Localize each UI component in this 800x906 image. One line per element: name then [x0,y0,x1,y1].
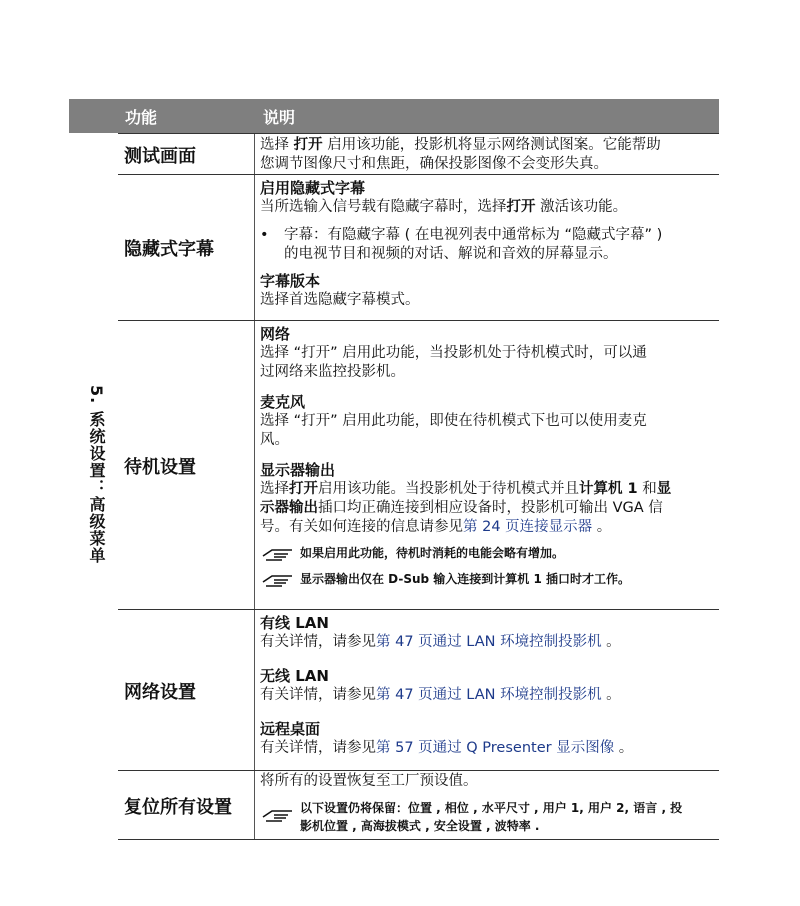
subheading: 无线 LAN [260,667,329,685]
table-bottom-border [118,839,719,840]
link-connect-monitor[interactable]: 第 24 页连接显示器 [463,519,593,535]
description-cell: 有线 LAN 有关详情，请参见第 47 页通过 LAN 环境控制投影机 。 无线 LAN 有关详情，请参见第 47 页通过 LAN 环境控制投影机 。 远程桌面 有关详情，请参见第 57 页通过 Q Presenter 显示图像 。 [254,610,719,771]
subheading: 显示器输出 [260,461,336,479]
subheading: 远程桌面 [260,720,321,738]
chapter-side-label: 5. 系统设置：高级菜单 [87,385,106,564]
header-feature: 功能 [125,107,158,127]
desc-line: 您调节图像尺寸和焦距，确保投影图像不会变形失真。 [260,156,608,172]
link-lan-control[interactable]: 第 47 页通过 LAN 环境控制投影机 [376,687,602,703]
table-row [118,320,719,610]
feature-closed-caption: 隐藏式字幕 [124,239,214,260]
header-description: 说明 [263,107,296,127]
pointing-hand-icon [260,805,300,825]
desc-line: 选择首选隐藏字幕模式。 [260,292,420,308]
desc-line: 当所选输入信号载有隐藏字幕时，选择打开 激活该功能。 [260,199,628,215]
note: 以下设置仍将保留：位置 , 相位 , 水平尺寸 , 用户 1, 用户 2, 语言 , 投 影机位置 , 高海拔模式 , 安全设置 , 波特率 . [260,799,719,835]
pointing-hand-icon [260,544,300,564]
subheading: 麦克风 [260,393,306,411]
feature-network-settings: 网络设置 [124,681,196,703]
description-cell: 网络 选择 “打开” 启用此功能，当投影机处于待机模式时，可以通 过网络来监控投影机。 麦克风 选择 “打开” 启用此功能，即使在待机模式下也可以使用麦克 风。 显示器输出 选择打开启用该功能。当投影机处于待机模式并且计算机 1 和显 示器输出插口均正确连接到相应设备时，投影机可输出 VGA 信 号。有关如何连接的信息请参见第 24 页连接显示器 。 如果启用此功能，待机时消耗的电能会略有增加。 显示器输出仅在 D-Sub 输入连接到计算机 1 插口时才工作。 [254,321,719,610]
desc-line: 选择 打开 启用该功能，投影机将显示网络测试图案。它能帮助 [260,137,661,153]
pointing-hand-icon [260,570,300,590]
feature-test-pattern: 测试画面 [124,145,196,167]
description-cell: 将所有的设置恢复至工厂预设值。 以下设置仍将保留：位置 , 相位 , 水平尺寸 , 用户 1, 用户 2, 语言 , 投 影机位置 , 高海拔模式 , 安全设置 , 波特率 . [254,771,719,840]
note: 显示器输出仅在 D-Sub 输入连接到计算机 1 插口时才工作。 [260,570,719,590]
subheading: 网络 [260,325,291,343]
subheading: 有线 LAN [260,614,329,632]
table-header [69,99,719,133]
table-row [118,133,719,175]
description-cell [254,175,719,321]
bullet-item: • 字幕：有隐藏字幕 ( 在电视列表中通常标为 “隐藏式字幕” ) 的电视节目和视频的对话、解说和音效的屏幕显示。 [260,227,663,262]
table-row [118,609,719,771]
subheading: 字幕版本 [260,272,321,290]
description-cell [254,134,719,175]
table-row [118,174,719,321]
link-q-presenter[interactable]: 第 57 页通过 Q Presenter 显示图像 [376,740,615,756]
table-row [118,770,719,840]
link-lan-control[interactable]: 第 47 页通过 LAN 环境控制投影机 [376,634,602,650]
subheading: 启用隐藏式字幕 [260,179,366,197]
note: 如果启用此功能，待机时消耗的电能会略有增加。 [260,544,719,564]
feature-reset-all: 复位所有设置 [124,796,232,818]
feature-standby-settings: 待机设置 [124,456,196,478]
